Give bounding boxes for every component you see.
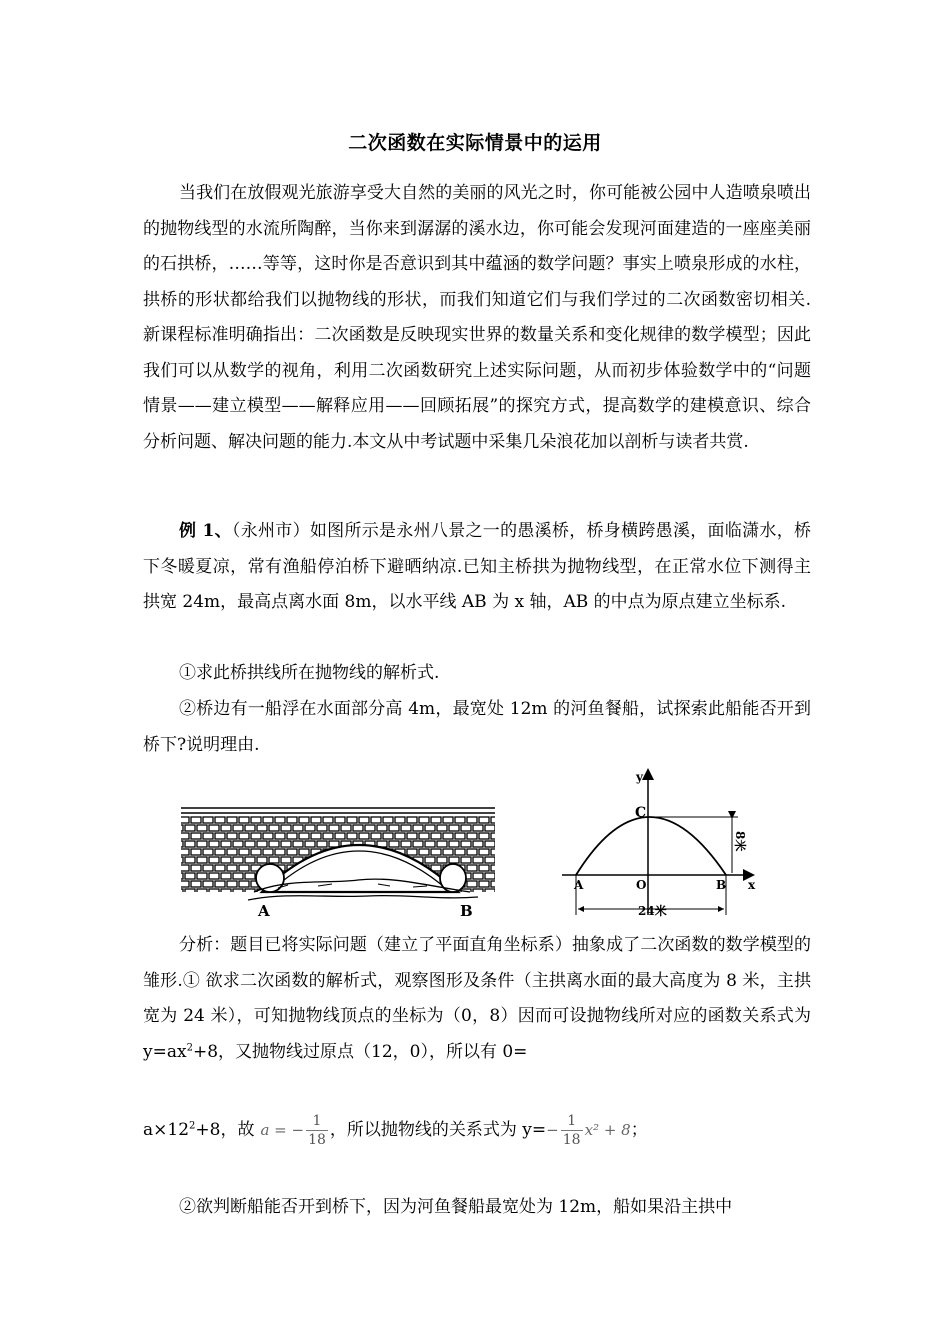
bridge-label-a: A bbox=[258, 902, 270, 920]
fraction-denominator: 18 bbox=[308, 1132, 326, 1148]
fraction-denominator: 18 bbox=[562, 1132, 581, 1148]
formula-rhs: x² + 8 bbox=[584, 1121, 631, 1139]
fraction-formula bbox=[561, 1112, 583, 1149]
intro-paragraph: 当我们在放假观光旅游享受大自然的美丽的风光之时，你可能被公园中人造喷泉喷出的抛物线型的水流所陶醉，当你来到潺潺的溪水边，你可能会发现河面建造的一座座美丽的石拱桥，……等等，这时你是否意识到其中蕴涵的数学问题？事实上喷泉形成的水柱，拱桥的形状都给我们以抛物线的形状，而我们知道它们与我们学过的二次函数密切相关.新课程标准明确指出：二次函数是反映现实世界的数量关系和变化规律的数学模型；因此我们可以从数学的视角，利用二次函数研究上述实际问题，从而初步体验数学中的“问题情景——建立模型——解释应用——回顾拓展”的探究方式，提高数学的建模意识、综合分析问题、解决问题的能力.本文从中考试题中采集几朵浪花加以剖析与读者共赏. bbox=[143, 183, 811, 452]
x-axis-label: x bbox=[748, 878, 756, 892]
question-2-analysis: ②欲判断船能否开到桥下，因为河鱼餐船最宽处为 12m，船如果沿主拱中 bbox=[179, 1197, 733, 1217]
y-axis-label: y bbox=[636, 770, 643, 784]
bridge-label-b: B bbox=[460, 902, 473, 920]
example-1-paragraph bbox=[143, 514, 811, 621]
width-label: 24米 bbox=[638, 904, 667, 918]
parabola-curve bbox=[576, 817, 726, 875]
solution-text-a: a×12 bbox=[143, 1120, 190, 1140]
question-1: ①求此桥拱线所在抛物线的解析式. bbox=[179, 663, 440, 683]
exponent: 2 bbox=[186, 1041, 193, 1053]
fraction-numerator: 1 bbox=[306, 1112, 328, 1131]
point-o-label: O bbox=[636, 878, 647, 892]
bridge-illustration bbox=[178, 800, 498, 920]
solution-text-b: +8，故 bbox=[195, 1120, 255, 1140]
formula-lhs: − bbox=[546, 1121, 559, 1139]
solution-text-c: ，所以抛物线的关系式为 y= bbox=[329, 1120, 547, 1140]
exponent: 2 bbox=[189, 1120, 196, 1132]
point-a-label: A bbox=[574, 878, 584, 892]
analysis-text-tail: +8，又抛物线过原点（12，0），所以有 0= bbox=[192, 1041, 528, 1062]
height-label: 8米 bbox=[733, 831, 747, 852]
parabola-coordinate-figure bbox=[560, 765, 770, 920]
example-label: 例 1、 bbox=[179, 521, 232, 541]
fraction-numerator: 1 bbox=[561, 1112, 583, 1131]
question-2: ②桥边有一船浮在水面部分高 4m，最宽处 12m 的河鱼餐船，试探索此船能否开到桥下?说明理由. bbox=[143, 699, 811, 755]
coefficient-lhs: a = − bbox=[260, 1121, 305, 1139]
solution-end: ； bbox=[630, 1120, 648, 1140]
page-title: 二次函数在实际情景中的运用 bbox=[348, 132, 602, 154]
point-b-label: B bbox=[716, 878, 727, 892]
example-text: （永州市）如图所示是永州八景之一的愚溪桥，桥身横跨愚溪，面临潇水，桥下冬暖夏凉，常有渔船停泊桥下避晒纳凉.已知主桥拱为抛物线型，在正常水位下测得主拱宽 24m，最高点离水面 8m，以水平线 AB 为 x 轴，AB 的中点为原点建立坐标系. bbox=[143, 521, 812, 612]
analysis-paragraph bbox=[143, 928, 811, 1070]
analysis-text: 分析：题目已将实际问题（建立了平面直角坐标系）抽象成了二次函数的数学模型的雏形.① 欲求二次函数的解析式，观察图形及条件（主拱离水面的最大高度为 8 米，主拱宽为 24 米），可知抛物线顶点的坐标为（0，8）因而可设抛物线所对应的函数关系式为 y=ax bbox=[143, 935, 811, 1062]
fraction-coefficient bbox=[306, 1112, 328, 1149]
point-c-label: C bbox=[635, 805, 647, 821]
solution-line bbox=[143, 1112, 811, 1149]
